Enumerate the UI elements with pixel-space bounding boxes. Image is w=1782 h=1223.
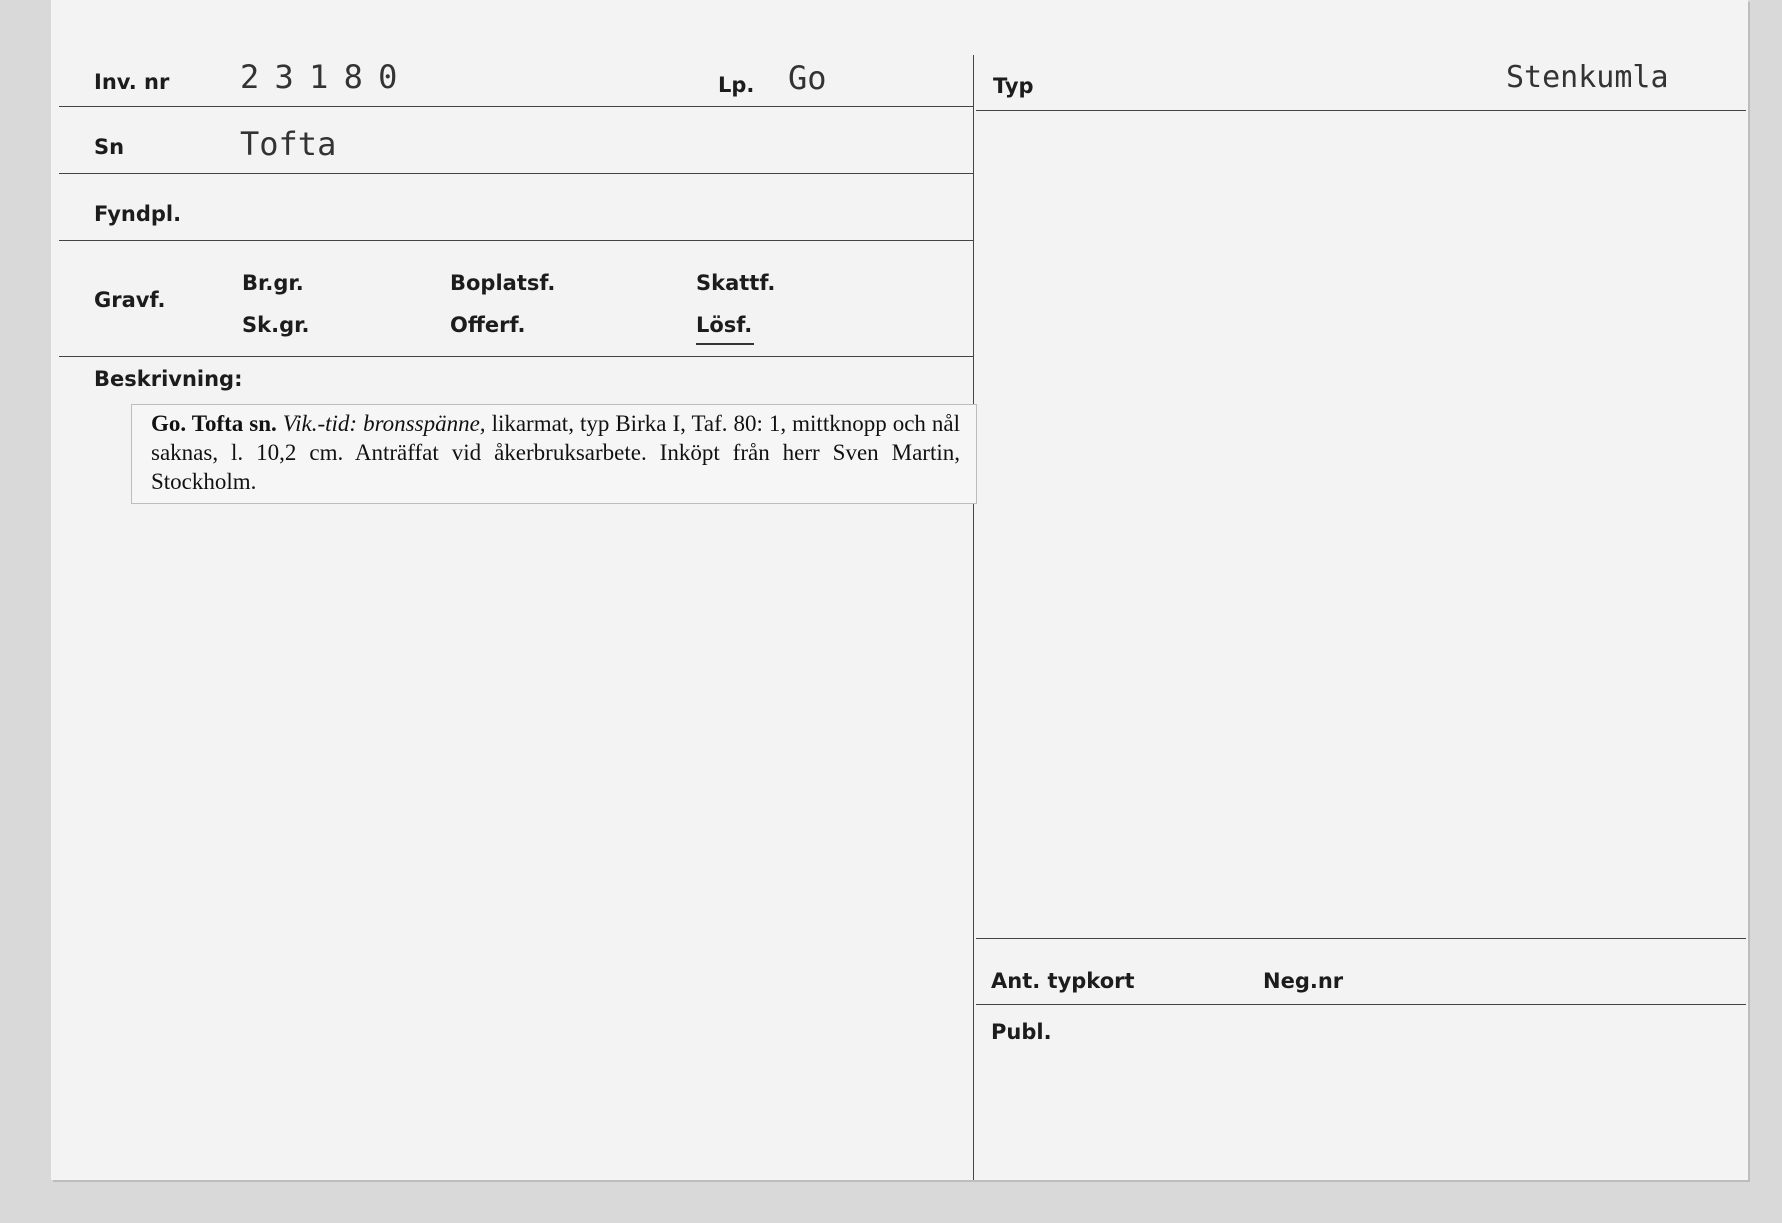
sn-label: Sn: [94, 135, 125, 159]
inv-value: 2 3 1 8 0: [240, 58, 396, 96]
brgr-label: Br.gr.: [242, 271, 304, 295]
lp-label: Lp.: [718, 73, 755, 97]
publ-label: Publ.: [991, 1020, 1052, 1044]
typ-value: Stenkumla: [1506, 60, 1669, 95]
sn-value: Tofta: [240, 125, 337, 163]
losf-underline: [696, 343, 754, 345]
column-divider: [973, 55, 974, 1180]
ant-typkort-label: Ant. typkort: [991, 969, 1135, 993]
rule-inv: [59, 106, 974, 107]
rule-gravf: [59, 356, 974, 357]
description-clipping: [131, 404, 977, 504]
gravf-label: Gravf.: [94, 288, 166, 312]
catalog-card: [51, 0, 1748, 1180]
rule-sn: [59, 173, 974, 174]
rule-ant-bottom: [976, 1004, 1746, 1005]
description-text: [132, 405, 976, 496]
skgr-label: Sk.gr.: [242, 313, 310, 337]
description-period: Vik.-tid: bronsspänne,: [282, 411, 486, 436]
beskrivning-label: Beskrivning:: [94, 367, 243, 391]
rule-fyndpl: [59, 240, 974, 241]
offerf-label: Offerf.: [450, 313, 526, 337]
inv-label: Inv. nr: [94, 70, 170, 94]
description-body: likarmat, typ Birka I, Taf. 80: 1, mittknopp och nål saknas, l. 10,2 cm. Anträffat vid åkerbruksarbete. Inköpt från herr Sven Martin, Stockholm.: [151, 411, 961, 494]
description-lead: Go. Tofta sn.: [151, 411, 277, 436]
skattf-label: Skattf.: [696, 271, 776, 295]
rule-typ: [976, 110, 1746, 111]
losf-label: Lösf.: [696, 313, 753, 337]
fyndpl-label: Fyndpl.: [94, 202, 182, 226]
negnr-label: Neg.nr: [1263, 969, 1344, 993]
boplatsf-label: Boplatsf.: [450, 271, 556, 295]
lp-value: Go: [788, 59, 827, 97]
typ-label: Typ: [993, 74, 1034, 98]
rule-ant-top: [976, 938, 1746, 939]
